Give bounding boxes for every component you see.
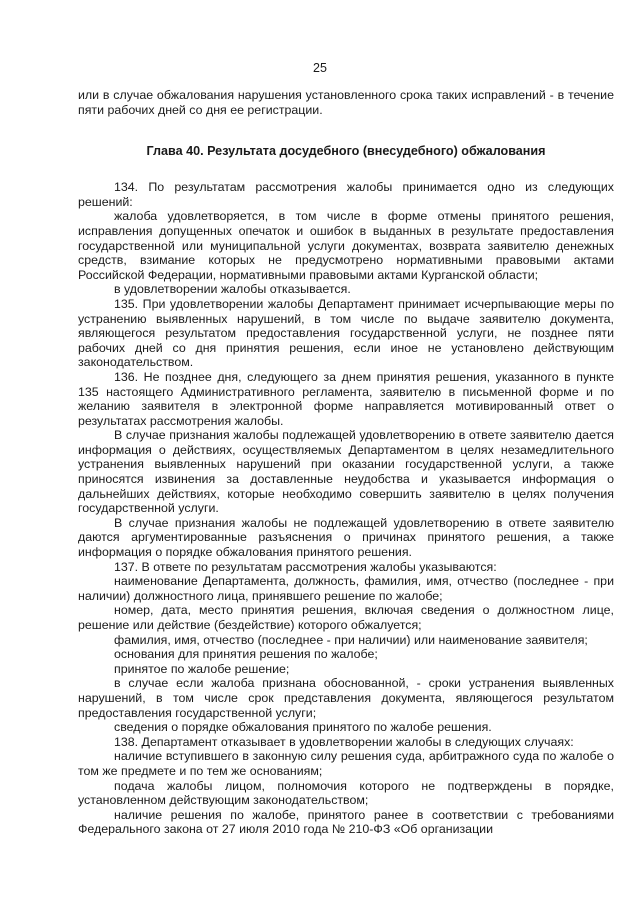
list-item-applicant-name: фамилия, имя, отчество (последнее - при наличии) или наименование заявителя; xyxy=(114,632,588,647)
paragraph-unsatisfied-answer: В случае признания жалобы не подлежащей удовлетворению в ответе заявителю даются аргументированные разъяснения о причинах принятого решения, а также информация о порядке обжалования принятого решения. xyxy=(78,515,614,560)
list-item-remedy-deadlines: в случае если жалоба признана обоснованной, - сроки устранения выявленных нарушений, в том числе срок представления документа, являющегося результатом предоставления государственной услуги; xyxy=(78,676,614,720)
paragraph-satisfied-answer: В случае признания жалобы подлежащей удовлетворению в ответе заявителю дается информация о действиях, осуществляемых Департаментом в целях незамедлительного устранения выявленных нарушений при оказании государственной услуги, а также приносятся извинения за доставленные неудобства и указывается информация о дальнейших действиях, которые необходимо совершить заявителю в целях получения государственной услуги. xyxy=(78,428,614,516)
paragraph-137: 137. В ответе по результатам рассмотрения жалобы указываются: xyxy=(114,559,497,574)
paragraph-136: 136. Не позднее дня, следующего за днем принятия решения, указанного в пункте 135 настоящего Административного регламента, заявителю в письменной форме и по желанию заявителя в электронной форме направляется мотивированный ответ о результатах рассмотрения жалобы. xyxy=(78,369,614,428)
list-item-prior-decision: наличие решения по жалобе, принятого ранее в соответствии с требованиями Федерального закона от 27 июля 2010 года № 210-ФЗ «Об организации xyxy=(78,807,614,837)
list-item-decision-made: принятое по жалобе решение; xyxy=(114,661,290,676)
paragraph-138: 138. Департамент отказывает в удовлетворении жалобы в следующих случаях: xyxy=(114,734,574,749)
lead-paragraph: или в случае обжалования нарушения установленного срока таких исправлений - в течение пяти рабочих дней со дня ее регистрации. xyxy=(78,88,614,117)
paragraph-complaint-satisfied: жалоба удовлетворяется, в том числе в форме отмены принятого решения, исправления допущенных опечаток и ошибок в выданных в результате предоставления государственной или муниципальной услуги документах, возврата заявителю денежных средств, взимание которых не предусмотрено нормативными правовыми актами Российской Федерации, нормативными правовыми актами Курганской области; xyxy=(78,209,614,282)
document-body xyxy=(78,88,614,837)
paragraph-134: 134. По результатам рассмотрения жалобы принимается одно из следующих решений: xyxy=(78,180,614,209)
list-item-appeal-procedure: сведения о порядке обжалования принятого по жалобе решения. xyxy=(114,720,492,735)
list-item-unauthorized-filer: подача жалобы лицом, полномочия которого не подтверждены в порядке, установленном действующим законодательством; xyxy=(78,778,614,808)
paragraph-complaint-rejected: в удовлетворении жалобы отказывается. xyxy=(114,282,351,297)
list-item-court-decision: наличие вступившего в законную силу решения суда, арбитражного суда по жалобе о том же предмете и по тем же основаниям; xyxy=(78,749,614,778)
list-item-department-name: наименование Департамента, должность, фамилия, имя, отчество (последнее - при наличии) должностного лица, принявшего решение по жалобе; xyxy=(78,574,614,603)
chapter-heading: Глава 40. Результата досудебного (внесудебного) обжалования xyxy=(146,144,546,159)
list-item-decision-grounds: основания для принятия решения по жалобе; xyxy=(114,647,378,662)
paragraph-135: 135. При удовлетворении жалобы Департамент принимает исчерпывающие меры по устранению выявленных нарушений, в том числе по выдаче заявителю документа, являющегося результатом предоставления государственной услуги, не позднее пяти рабочих дней со дня принятия решения, если иное не установлено действующим законодательством. xyxy=(78,296,614,370)
list-item-decision-details: номер, дата, место принятия решения, включая сведения о должностном лице, решение или действие (бездействие) которого обжалуется; xyxy=(78,603,614,632)
page-number: 25 xyxy=(313,61,327,75)
